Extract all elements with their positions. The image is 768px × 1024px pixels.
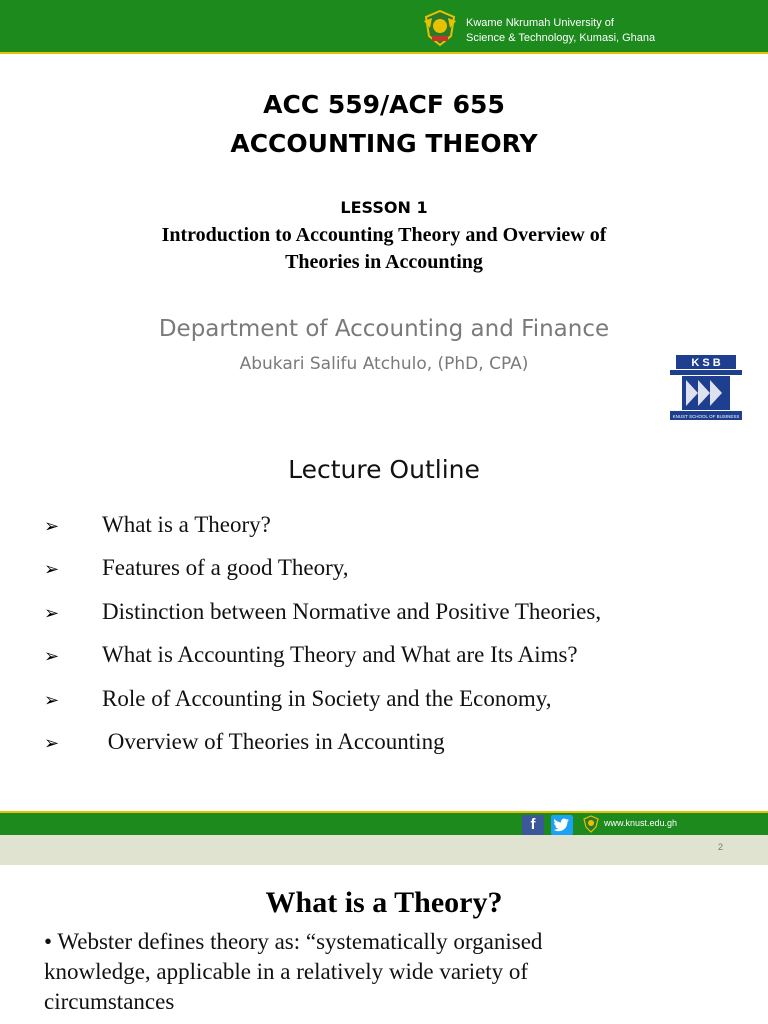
lecture-outline-list	[0, 508, 768, 768]
ksb-logo-icon	[668, 355, 744, 421]
lesson-title-line1: Introduction to Accounting Theory and Overview of	[161, 224, 607, 246]
university-name-line1: Kwame Nkrumah University of	[466, 17, 614, 29]
outline-item-text: What is Accounting Theory and What are Its Aims?	[102, 642, 578, 668]
slide2-body-line2: knowledge, applicable in a relatively wide variety of	[44, 959, 529, 984]
header-bar	[0, 0, 768, 54]
author-name: Abukari Salifu Atchulo, (PhD, CPA)	[239, 354, 529, 374]
course-title: ACCOUNTING THEORY	[230, 129, 538, 158]
arrow-bullet-icon: ➢	[44, 559, 60, 581]
knust-small-crest-icon	[582, 815, 600, 833]
twitter-icon[interactable]	[551, 815, 573, 835]
slide2-title: What is a Theory?	[265, 886, 503, 919]
ksb-caption: KNUST SCHOOL OF BUSINESS	[672, 414, 740, 419]
list-item	[0, 551, 768, 594]
outline-item-text: Role of Accounting in Society and the Economy,	[102, 685, 552, 711]
slide2-body-line1: • Webster defines theory as: “systematically organised	[44, 929, 543, 954]
university-name-line2: Science & Technology, Kumasi, Ghana	[466, 32, 656, 44]
outline-item-text: Overview of Theories in Accounting	[102, 728, 445, 754]
footer-bar	[0, 811, 768, 835]
list-item	[0, 508, 768, 551]
website-link[interactable]: www.knust.edu.gh	[604, 818, 678, 828]
list-item	[0, 725, 768, 768]
slide2-body	[44, 927, 744, 1017]
course-code: ACC 559/ACF 655	[263, 90, 505, 119]
arrow-bullet-icon: ➢	[44, 646, 60, 668]
outline-item-text: Features of a good Theory,	[102, 555, 349, 581]
slide2-body-line3: circumstances	[44, 989, 175, 1014]
arrow-bullet-icon: ➢	[44, 732, 60, 754]
page-number: 2	[718, 842, 724, 852]
list-item	[0, 595, 768, 638]
lecture-outline-title: Lecture Outline	[288, 455, 480, 484]
arrow-bullet-icon: ➢	[44, 689, 60, 711]
knust-crest-icon	[420, 8, 460, 48]
facebook-icon[interactable]: f	[522, 815, 544, 835]
department-name: Department of Accounting and Finance	[158, 316, 610, 342]
list-item	[0, 638, 768, 681]
lesson-label: LESSON 1	[340, 198, 428, 217]
slide-gap-strip	[0, 835, 768, 865]
list-item	[0, 682, 768, 725]
arrow-bullet-icon: ➢	[44, 602, 60, 624]
university-name	[466, 16, 655, 46]
ksb-letters: K S B	[691, 357, 721, 369]
outline-item-text: What is a Theory?	[102, 512, 271, 537]
arrow-bullet-icon: ➢	[44, 516, 60, 537]
outline-item-text: Distinction between Normative and Positive Theories,	[102, 598, 602, 624]
lesson-title-line2: Theories in Accounting	[285, 251, 483, 273]
